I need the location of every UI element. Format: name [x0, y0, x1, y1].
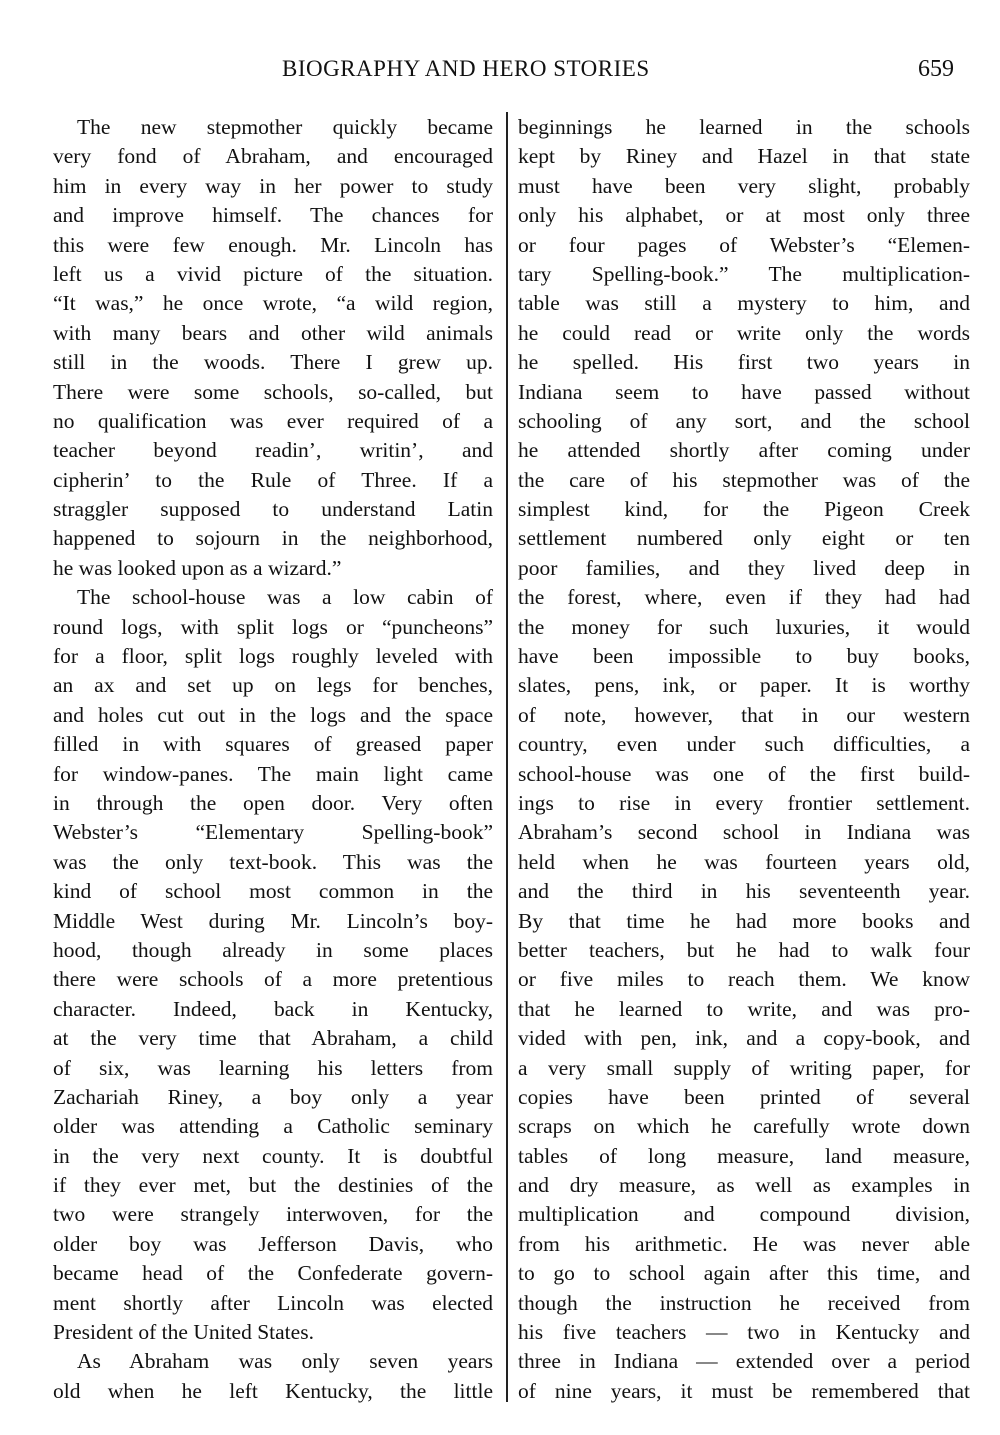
text-line: the money for such luxuries, it would: [518, 614, 970, 639]
text-line: only his alphabet, or at most only three: [518, 203, 970, 228]
text-line: straggler supposed to understand Latin: [53, 497, 493, 522]
text-line: beginnings he learned in the schools: [518, 115, 970, 139]
text-line: or five miles to reach them. We know: [518, 967, 970, 992]
text-line: he spelled. His first two years in: [518, 350, 970, 375]
text-line: an ax and set up on legs for benches,: [53, 673, 493, 698]
text-line: President of the United States.: [53, 1320, 314, 1345]
text-line: and improve himself. The chances for: [53, 203, 493, 228]
text-line: slates, pens, ink, or paper. It is worthy: [518, 673, 970, 698]
text-line: or four pages of Webster’s “Elemen-: [518, 232, 970, 257]
text-line: Indiana seem to have passed without: [518, 379, 970, 404]
text-line: hood, though already in some places: [53, 937, 493, 962]
text-line: with many bears and other wild animals: [53, 320, 493, 345]
text-line: Abraham’s second school in Indiana was: [518, 820, 970, 845]
text-line: tables of long measure, land measure,: [518, 1143, 970, 1168]
right-column: [518, 113, 970, 1406]
text-line: better teachers, but he had to walk four: [518, 937, 970, 962]
text-line: Middle West during Mr. Lincoln’s boy-: [53, 908, 493, 933]
text-line: at the very time that Abraham, a child: [53, 1026, 493, 1051]
text-line: became head of the Confederate govern-: [53, 1261, 493, 1286]
text-line: very fond of Abraham, and encouraged: [53, 144, 493, 169]
text-line: this were few enough. Mr. Lincoln has: [53, 232, 493, 257]
text-line: schooling of any sort, and the school: [518, 408, 970, 433]
text-line: filled in with squares of greased paper: [53, 732, 493, 757]
text-line: and dry measure, as well as examples in: [518, 1173, 970, 1198]
text-line: from his arithmetic. He was never able: [518, 1231, 970, 1256]
text-line: poor families, and they lived deep in: [518, 555, 970, 580]
text-line: kept by Riney and Hazel in that state: [518, 144, 970, 169]
text-line: school-house was one of the first build-: [518, 761, 970, 786]
text-line: two were strangely interwoven, for the: [53, 1202, 493, 1227]
text-line: for window-panes. The main light came: [53, 761, 493, 786]
text-line: in through the open door. Very often: [53, 790, 493, 815]
running-title: BIOGRAPHY AND HERO STORIES: [282, 56, 650, 81]
text-line: multiplication and compound division,: [518, 1202, 970, 1227]
text-line: There were some schools, so-called, but: [53, 379, 493, 404]
text-line: kind of school most common in the: [53, 879, 493, 904]
text-line: By that time he had more books and: [518, 908, 970, 933]
text-line: older was attending a Catholic seminary: [53, 1114, 493, 1139]
text-line: to go to school again after this time, and: [518, 1261, 970, 1286]
text-line: the forest, where, even if they had had: [518, 585, 970, 610]
text-line: copies have been printed of several: [518, 1084, 970, 1109]
text-line: The school-house was a low cabin of: [77, 585, 493, 610]
text-line: “It was,” he once wrote, “a wild region,: [53, 291, 493, 316]
text-line: his five teachers — two in Kentucky and: [518, 1320, 970, 1345]
column-divider: [506, 112, 508, 1402]
text-line: that he learned to write, and was pro-: [518, 996, 970, 1021]
text-line: scraps on which he carefully wrote down: [518, 1114, 970, 1139]
text-line: happened to sojourn in the neighborhood,: [53, 526, 493, 551]
text-line: cipherin’ to the Rule of Three. If a: [53, 467, 493, 492]
text-line: left us a vivid picture of the situation.: [53, 261, 493, 286]
text-line: vided with pen, ink, and a copy-book, and: [518, 1026, 970, 1051]
text-line: though the instruction he received from: [518, 1290, 970, 1315]
text-line: no qualification was ever required of a: [53, 408, 493, 433]
text-line: teacher beyond readin’, writin’, and: [53, 438, 493, 463]
text-line: of nine years, it must be remembered that: [518, 1378, 970, 1403]
text-line: The new stepmother quickly became: [77, 115, 493, 139]
text-line: simplest kind, for the Pigeon Creek: [518, 497, 970, 522]
text-line: settlement numbered only eight or ten: [518, 526, 970, 551]
text-line: ment shortly after Lincoln was elected: [53, 1290, 493, 1315]
text-line: of note, however, that in our western: [518, 702, 970, 727]
text-line: of six, was learning his letters from: [53, 1055, 493, 1080]
text-line: and the third in his seventeenth year.: [518, 879, 970, 904]
text-line: and holes cut out in the logs and the space: [53, 702, 493, 727]
text-line: Webster’s “Elementary Spelling-book”: [53, 820, 493, 845]
text-line: for a floor, split logs roughly leveled with: [53, 644, 493, 669]
text-line: there were schools of a more pretentious: [53, 967, 493, 992]
left-column: [53, 113, 493, 1406]
text-line: he attended shortly after coming under: [518, 438, 970, 463]
text-line: As Abraham was only seven years: [77, 1349, 493, 1374]
text-line: older boy was Jefferson Davis, who: [53, 1231, 493, 1256]
text-line: him in every way in her power to study: [53, 173, 493, 198]
text-line: still in the woods. There I grew up.: [53, 350, 493, 375]
text-line: if they ever met, but the destinies of the: [53, 1173, 493, 1198]
text-line: must have been very slight, probably: [518, 173, 970, 198]
text-line: held when he was fourteen years old,: [518, 849, 970, 874]
text-line: the care of his stepmother was of the: [518, 467, 970, 492]
text-line: three in Indiana — extended over a period: [518, 1349, 970, 1374]
text-line: he could read or write only the words: [518, 320, 970, 345]
text-line: tary Spelling-book.” The multiplication-: [518, 261, 970, 286]
text-line: he was looked upon as a wizard.”: [53, 555, 342, 580]
text-line: have been impossible to buy books,: [518, 644, 970, 669]
text-line: round logs, with split logs or “puncheons”: [53, 614, 493, 639]
text-line: was the only text-book. This was the: [53, 849, 493, 874]
text-line: a very small supply of writing paper, for: [518, 1055, 970, 1080]
text-line: Zachariah Riney, a boy only a year: [53, 1084, 493, 1109]
text-line: country, even under such difficulties, a: [518, 732, 970, 757]
text-line: table was still a mystery to him, and: [518, 291, 970, 316]
text-line: in the very next county. It is doubtful: [53, 1143, 493, 1168]
text-line: old when he left Kentucky, the little: [53, 1378, 493, 1403]
text-line: ings to rise in every frontier settlement.: [518, 790, 970, 815]
page-number: 659: [918, 56, 954, 82]
text-line: character. Indeed, back in Kentucky,: [53, 996, 493, 1021]
